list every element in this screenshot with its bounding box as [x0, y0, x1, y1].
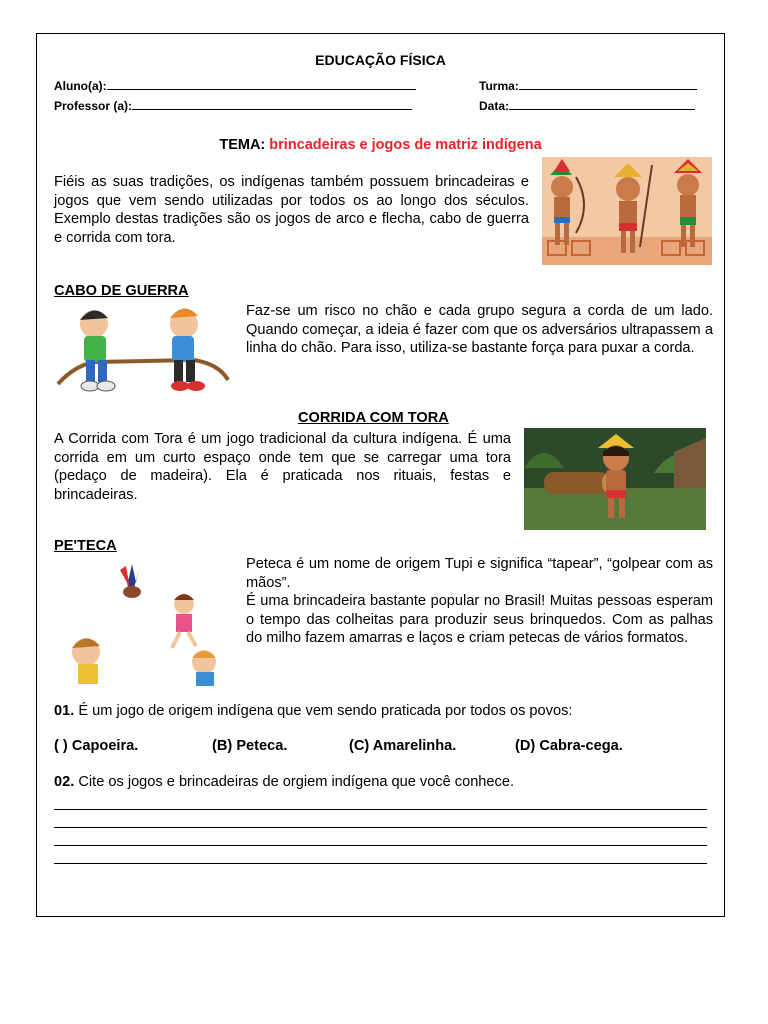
data-label: Data:	[479, 99, 510, 113]
data-row	[479, 98, 695, 113]
question-2	[54, 774, 514, 790]
peteca-image	[54, 560, 232, 686]
turma-field[interactable]	[519, 78, 697, 90]
option-d[interactable]: (D) Cabra-cega.	[515, 738, 623, 754]
answer-line-2[interactable]	[54, 827, 707, 828]
peteca-paragraph	[246, 555, 713, 648]
aluno-field[interactable]	[107, 78, 416, 90]
option-a[interactable]: ( ) Capoeira.	[54, 738, 139, 754]
cabo-title: CABO DE GUERRA	[54, 283, 189, 299]
peteca-paragraph-2: É uma brincadeira bastante popular no Brasil! Muitas pessoas esperam o tempo das colheitas para produzir seus brinquedos. Com as palhas do milho fazem amarras e laços e criam petecas de vários formatos.	[246, 593, 713, 647]
turma-label: Turma:	[479, 79, 519, 93]
aluno-row	[54, 78, 416, 93]
answer-line-1[interactable]	[54, 809, 707, 810]
tug-of-war-image	[54, 304, 232, 396]
option-b[interactable]: (B) Peteca.	[212, 738, 288, 754]
turma-row	[479, 78, 697, 93]
worksheet-page	[36, 33, 725, 917]
indigenous-archers-image	[542, 157, 712, 265]
data-field[interactable]	[509, 98, 695, 110]
log-race-image	[524, 428, 706, 530]
question-1-text: É um jogo de origem indígena que vem sendo praticada por todos os povos:	[74, 703, 573, 719]
answer-line-3[interactable]	[54, 845, 707, 846]
tema-value: brincadeiras e jogos de matriz indígena	[269, 137, 542, 153]
professor-label: Professor (a):	[54, 99, 133, 113]
tema-label: TEMA:	[219, 137, 266, 153]
cabo-paragraph: Faz-se um risco no chão e cada grupo segura a corda de um lado. Quando começar, a ideia é fazer com que os adversários ultrapassem a linha do chão. Para isso, utiliza-se bastante força para puxar a corda.	[246, 303, 713, 357]
question-2-text: Cite os jogos e brincadeiras de orgiem indígena que você conhece.	[74, 774, 515, 790]
peteca-title: PE'TECA	[54, 538, 117, 554]
intro-paragraph: Fiéis as suas tradições, os indígenas também possuem brincadeiras e jogos que vem sendo utilizadas por todos os ao longo dos séculos. Exemplo destas tradições são os jogos de arco e flecha, cabo de guerra e corrida com tora.	[54, 174, 529, 246]
corrida-title: CORRIDA COM TORA	[298, 410, 449, 426]
question-2-number: 02.	[54, 774, 75, 790]
page-title: EDUCAÇÃO FÍSICA	[315, 52, 446, 68]
question-1-number: 01.	[54, 703, 75, 719]
professor-field[interactable]	[132, 98, 412, 110]
option-c[interactable]: (C) Amarelinha.	[349, 738, 457, 754]
tema-heading	[37, 137, 724, 153]
question-1	[54, 703, 572, 719]
corrida-paragraph: A Corrida com Tora é um jogo tradicional da cultura indígena. É uma corrida em um curto espaço onde tem que se carregar uma tora (pedaço de madeira). Ela é praticada nos rituais, festas e brincadeiras.	[54, 431, 511, 503]
aluno-label: Aluno(a):	[54, 79, 107, 93]
answer-line-4[interactable]	[54, 863, 707, 864]
peteca-paragraph-1: Peteca é um nome de origem Tupi e significa “tapear”, “golpear com as mãos”.	[246, 556, 713, 591]
professor-row	[54, 98, 412, 113]
